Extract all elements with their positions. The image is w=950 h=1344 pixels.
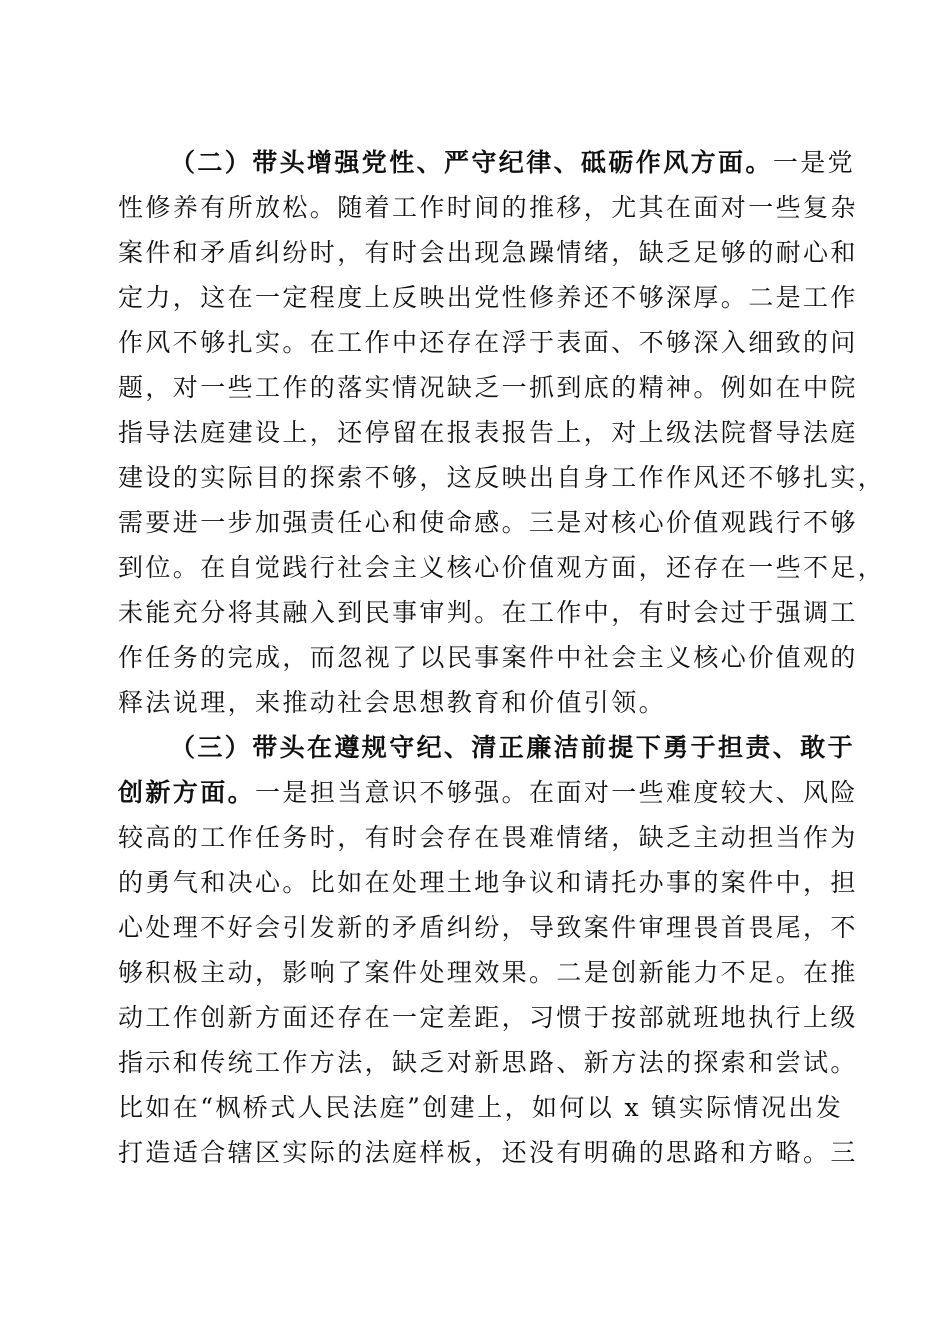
paragraph-line: 未能充分将其融入到民事审判。在工作中，有时会过于强调工 [118, 598, 858, 627]
paragraph-line: 指导法庭建设上，还停留在报表报告上，对上级法院督导法庭 [118, 418, 858, 447]
paragraph-line: 比如在“枫桥式人民法庭”创建上，如何以 x 镇实际情况出发 [118, 1093, 844, 1122]
paragraph-line: 的勇气和决心。比如在处理土地争议和请托办事的案件中，担 [118, 868, 858, 897]
section-heading: （二）带头增强党性、严守纪律、砥砺作风方面。 [170, 148, 773, 177]
paragraph-line: 较高的工作任务时，有时会存在畏难情绪，缺乏主动担当作为 [118, 823, 858, 852]
paragraph-line: 案件和矛盾纠纷时，有时会出现急躁情绪，缺乏足够的耐心和 [118, 238, 858, 267]
paragraph-line: 心处理不好会引发新的矛盾纠纷，导致案件审理畏首畏尾，不 [118, 913, 858, 942]
paragraph-line [170, 143, 856, 183]
paragraph-line: 定力，这在一定程度上反映出党性修养还不够深厚。二是工作 [118, 283, 858, 312]
section-heading-continued: 创新方面。 [118, 778, 256, 807]
paragraph-line: 打造适合辖区实际的法庭样板，还没有明确的思路和方略。三 [118, 1138, 858, 1167]
paragraph-line [118, 773, 858, 813]
paragraph-line: 到位。在自觉践行社会主义核心价值观方面，还存在一些不足， [118, 553, 886, 582]
paragraph-line: 性修养有所放松。随着工作时间的推移，尤其在面对一些复杂 [118, 193, 858, 222]
paragraph-line: 作风不够扎实。在工作中还存在浮于表面、不够深入细致的问 [118, 328, 858, 357]
text-run: 一是党 [772, 148, 856, 177]
paragraph-line: 够积极主动，影响了案件处理效果。二是创新能力不足。在推 [118, 958, 858, 987]
paragraph-line: 建设的实际目的探索不够，这反映出自身工作作风还不够扎实， [118, 463, 886, 492]
paragraph-line: 指示和传统工作方法，缺乏对新思路、新方法的探索和尝试。 [118, 1048, 858, 1077]
text-run: 一是担当意识不够强。在面对一些难度较大、风险 [255, 778, 858, 807]
paragraph-line: 需要进一步加强责任心和使命感。三是对核心价值观践行不够 [118, 508, 858, 537]
section-heading: （三）带头在遵规守纪、清正廉洁前提下勇于担责、敢于 [170, 733, 856, 762]
paragraph-line: 作任务的完成，而忽视了以民事案件中社会主义核心价值观的 [118, 643, 858, 672]
paragraph-line: 释法说理，来推动社会思想教育和价值引领。 [118, 688, 667, 717]
paragraph-line: 题，对一些工作的落实情况缺乏一抓到底的精神。例如在中院 [118, 373, 858, 402]
paragraph-line: 动工作创新方面还存在一定差距，习惯于按部就班地执行上级 [118, 1003, 858, 1032]
